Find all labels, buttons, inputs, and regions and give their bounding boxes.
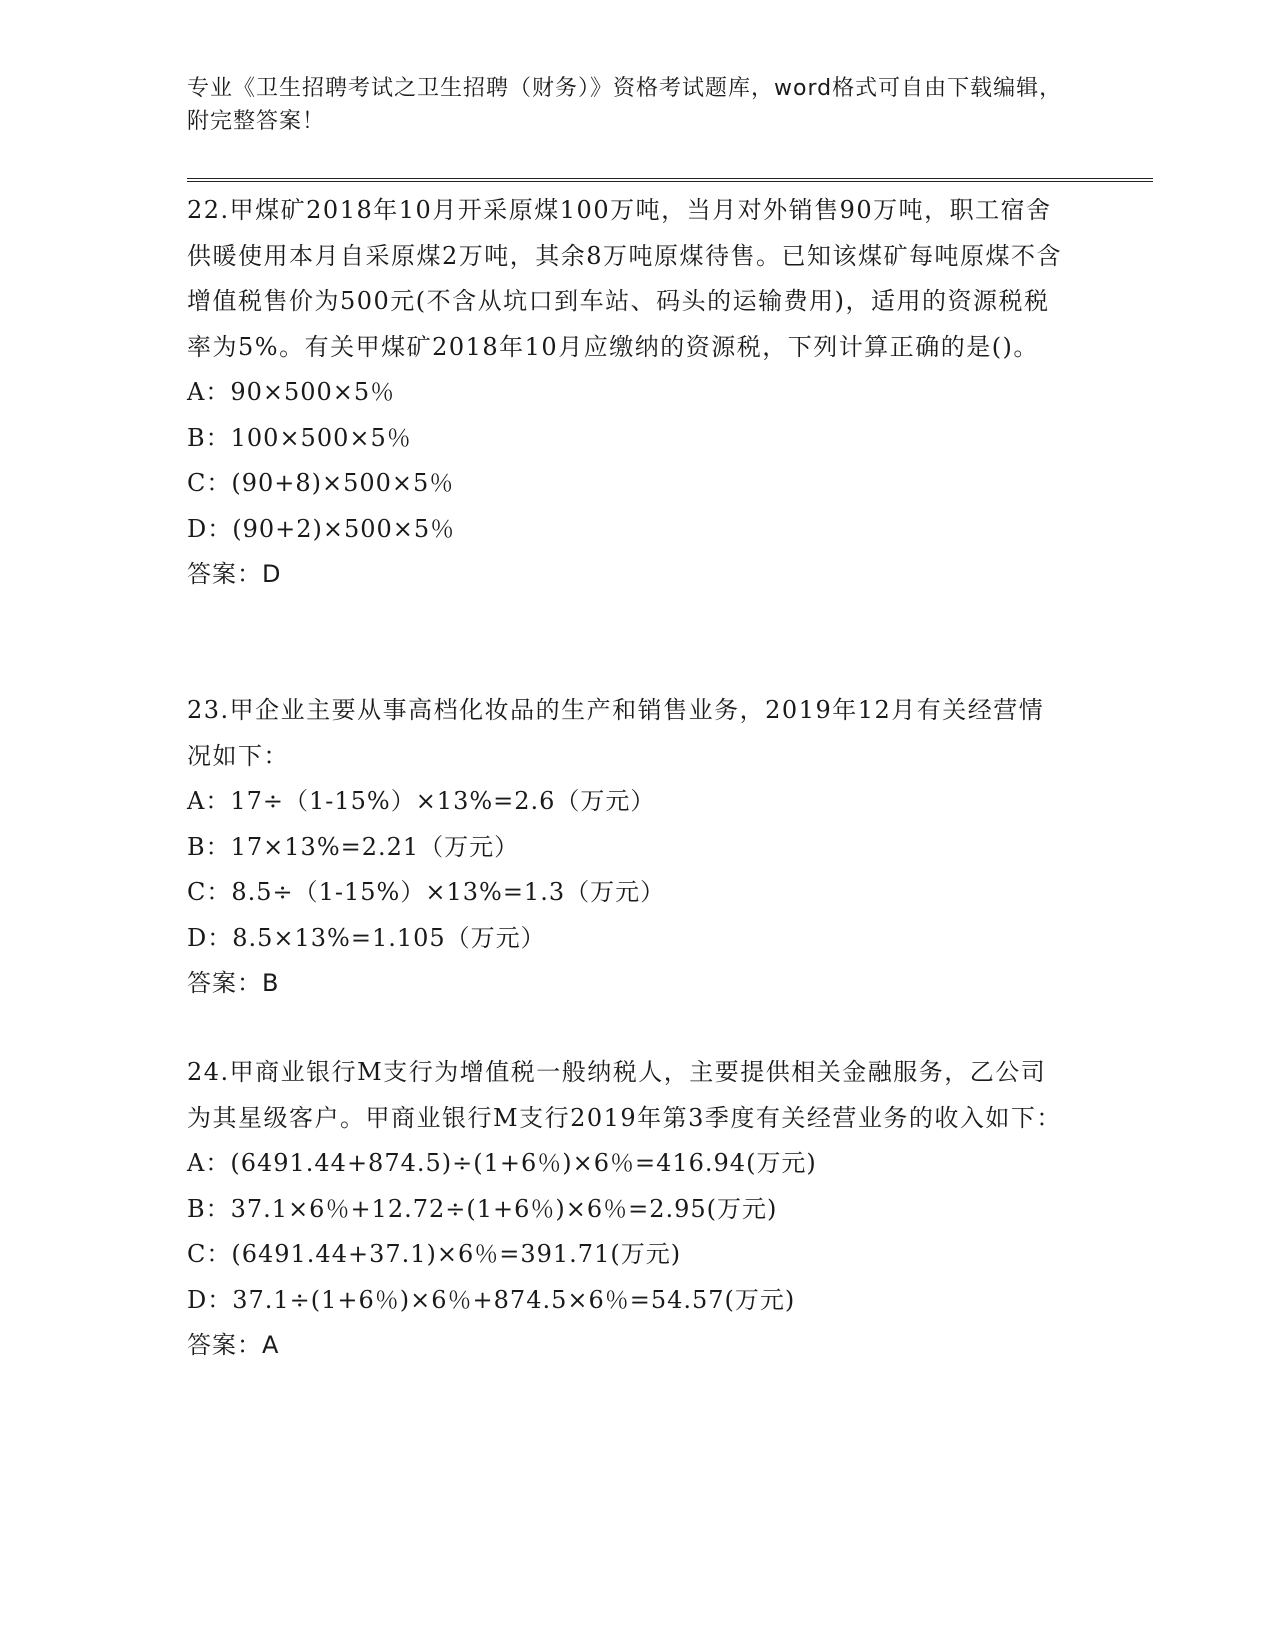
option-c: C：(90+8)×500×5％ <box>187 469 455 497</box>
document-header: 专业《卫生招聘考试之卫生招聘（财务）》资格考试题库，word格式可自由下载编辑，附完整答案！ <box>187 76 1063 134</box>
question-24 <box>187 1050 1067 1369</box>
option-d: D：(90+2)×500×5％ <box>187 514 456 543</box>
option-a: A：17÷（1-15%）×13%=2.6（万元） <box>187 787 656 815</box>
option-d: D：37.1÷(1+6％)×6％+874.5×6％=54.57(万元) <box>187 1285 796 1314</box>
question-stem: 24.甲商业银行M支行为增值税一般纳税人，主要提供相关金融服务，乙公司为其星级客户。甲商业银行M支行2019年第3季度有关经营业务的收入如下： <box>187 1058 1062 1132</box>
answer-line: 答案：D <box>187 560 282 588</box>
question-stem: 22.甲煤矿2018年10月开采原煤100万吨，当月对外销售90万吨，职工宿舍供暖使用本月自采原煤2万吨，其余8万吨原煤待售。已知该煤矿每吨原煤不含增值税售价为500元(不含从坑口到车站、码头的运输费用)，适用的资源税税率为5%。有关甲煤矿2018年10月应缴纳的资源税，下列计算正确的是()。 <box>187 196 1063 361</box>
option-b: B：17×13%=2.21（万元） <box>187 832 520 861</box>
option-a: A：(6491.44+874.5)÷(1+6％)×6％=416.94(万元) <box>187 1149 817 1177</box>
question-22 <box>187 188 1067 598</box>
answer-line: 答案：A <box>187 1331 280 1359</box>
option-c: C：8.5÷（1-15%）×13%=1.3（万元） <box>187 878 666 906</box>
answer-line: 答案：B <box>187 969 280 997</box>
option-b: B：100×500×5％ <box>187 423 412 452</box>
option-b: B：37.1×6％+12.72÷(1+6％)×6％=2.95(万元) <box>187 1194 778 1223</box>
header-divider <box>187 178 1153 182</box>
option-a: A：90×500×5％ <box>187 378 396 406</box>
question-stem: 23.甲企业主要从事高档化妆品的生产和销售业务，2019年12月有关经营情况如下： <box>187 696 1045 770</box>
option-c: C：(6491.44+37.1)×6％=391.71(万元) <box>187 1240 682 1268</box>
question-23 <box>187 688 1067 1007</box>
option-d: D：8.5×13%=1.105（万元） <box>187 923 546 952</box>
